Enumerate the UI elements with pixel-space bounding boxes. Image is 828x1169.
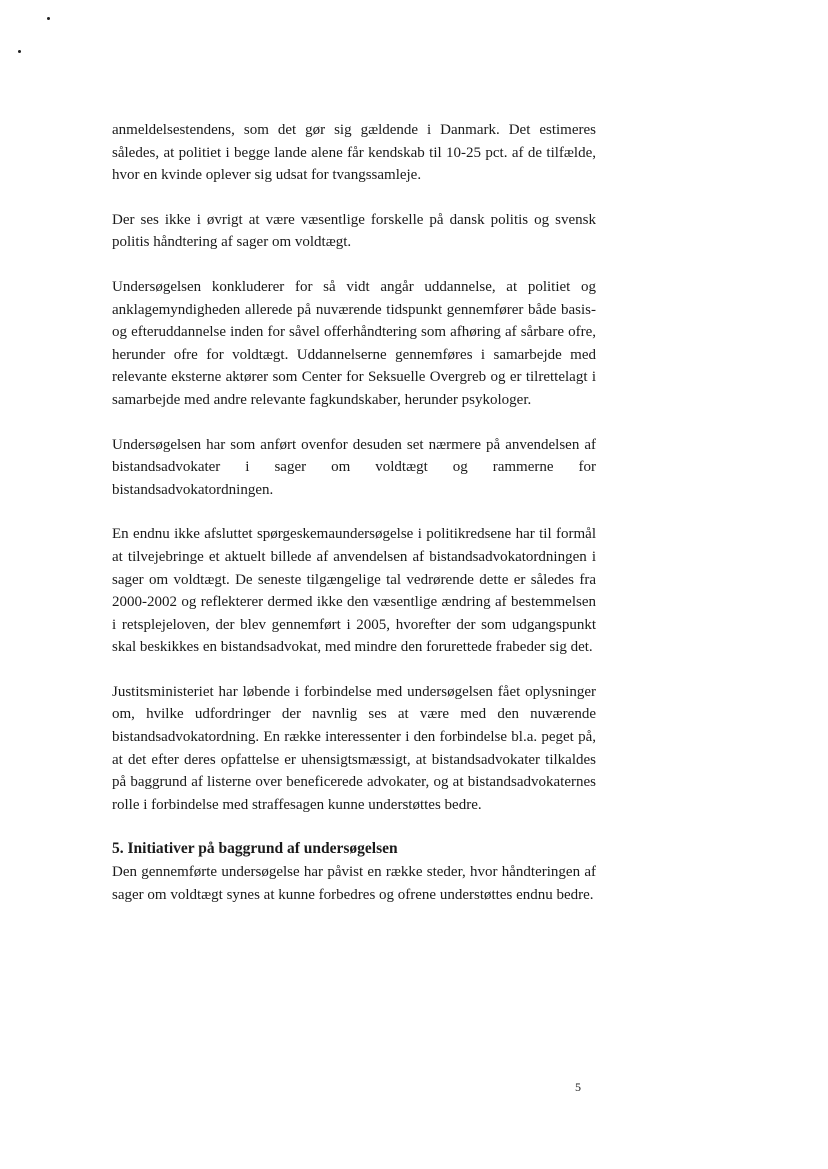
body-paragraph: En endnu ikke afsluttet spørgeskemaundersøgelse i politikredsene har til formål at tilvejebringe et aktuelt billede af anvendelsen af bistandsadvokatordningen i sager om voldtægt. De seneste tilgængelige tal vedrørende dette er således fra 2000-2002 og reflekterer dermed ikke den væsentlige ændring af bestemmelsen i retsplejeloven, der blev gennemført i 2005, hvorefter der som udgangspunkt skal beskikkes en bistandsadvokat, med mindre den forurettede frabeder sig det. bbox=[112, 526, 596, 656]
body-paragraph: Undersøgelsen konkluderer for så vidt angår uddannelse, at politiet og anklagemyndigheden allerede på nuværende tidspunkt gennemfører både basis- og efteruddannelse inden for såvel offerhåndtering som afhøring af sårbare ofre, herunder ofre for voldtægt. Uddannelserne gennemføres i samarbejde med relevante eksterne aktører som Center for Seksuelle Overgreb og er tilrettelagt i samarbejde med andre relevante fagkundskaber, herunder psykologer. bbox=[112, 278, 596, 408]
section-heading: 5. Initiativer på baggrund af undersøgelsen bbox=[112, 840, 398, 858]
body-paragraph: Der ses ikke i øvrigt at være væsentlige forskelle på dansk politis og svensk politis håndtering af sager om voldtægt. bbox=[112, 211, 596, 251]
scan-speck bbox=[18, 50, 21, 53]
document-body bbox=[112, 119, 596, 928]
scan-speck bbox=[47, 17, 50, 20]
page-number: 5 bbox=[575, 1080, 581, 1094]
section-paragraph: Den gennemførte undersøgelse har påvist en række steder, hvor håndteringen af sager om voldtægt synes at kunne forbedres og ofrene understøttes endnu bedre. bbox=[112, 864, 596, 903]
body-paragraph: anmeldelsestendens, som det gør sig gældende i Danmark. Det estimeres således, at politiet i begge lande alene får kendskab til 10-25 pct. af de tilfælde, hvor en kvinde oplever sig udsat for tvangssamleje. bbox=[112, 122, 596, 184]
body-paragraph: Undersøgelsen har som anført ovenfor desuden set nærmere på anvendelsen af bistandsadvokater i sager om voldtægt og rammerne for bistandsadvokatordningen. bbox=[112, 436, 596, 498]
body-paragraph: Justitsministeriet har løbende i forbindelse med undersøgelsen fået oplysninger om, hvilke udfordringer der navnlig ses at være med den nuværende bistandsadvokatordning. En række interessenter i den forbindelse bl.a. peget på, at det efter deres opfattelse er uhensigtsmæssigt, at bistandsadvokater tilkaldes på baggrund af listerne over beneficerede advokater, og at bistandsadvokaternes rolle i forbindelse med straffesagen kunne understøttes bedre. bbox=[112, 683, 596, 813]
